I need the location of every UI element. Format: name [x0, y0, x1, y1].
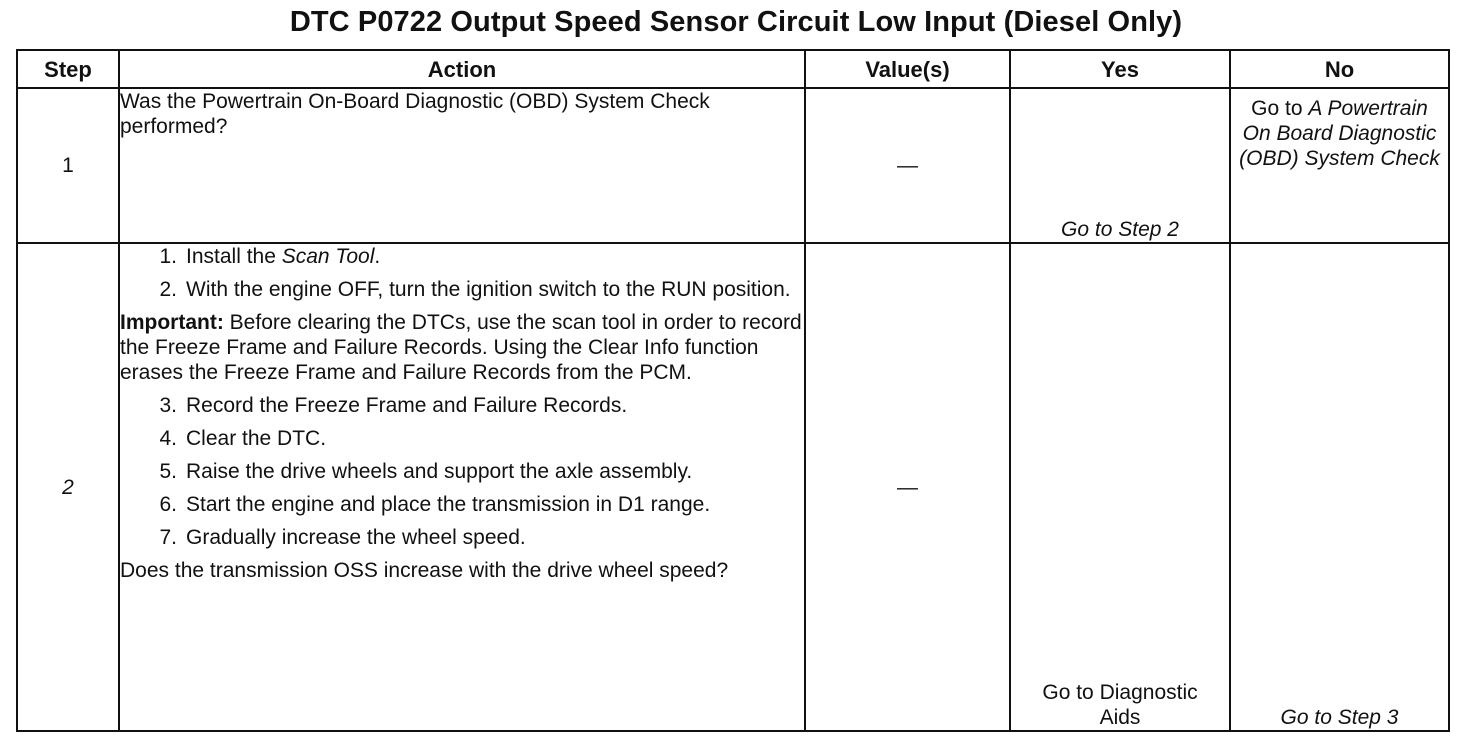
step-number: 2 [17, 243, 119, 731]
no-link-target: A Powertrain On Board Diagnostic (OBD) System Check [1239, 97, 1440, 170]
list-item: 6. Start the engine and place the transmission in D1 range. [159, 493, 711, 516]
table-header-row [17, 50, 1449, 88]
list-item: 4. Clear the DTC. [159, 427, 327, 450]
header-step: Step [17, 50, 119, 88]
list-item: 5. Raise the drive wheels and support the axle assembly. [159, 460, 693, 483]
list-item: 3. Record the Freeze Frame and Failure Records. [159, 394, 628, 417]
yes-link[interactable] [1010, 243, 1230, 731]
important-label: Important: [120, 311, 224, 334]
value-cell: — [805, 88, 1010, 243]
action-text [119, 243, 805, 731]
page-title: DTC P0722 Output Speed Sensor Circuit Low Input (Diesel Only) [289, 6, 1183, 38]
header-no: No [1230, 50, 1449, 88]
no-link-prefix: Go to [1251, 97, 1303, 120]
important-note [120, 310, 804, 385]
yes-link[interactable] [1010, 88, 1230, 243]
procedure-list-b [120, 393, 804, 550]
list-item: 7. Gradually increase the wheel speed. [159, 526, 526, 549]
table-row-step-2 [17, 243, 1449, 731]
list-item: 2. With the engine OFF, turn the ignition switch to the RUN position. [159, 278, 791, 301]
no-link[interactable] [1230, 88, 1449, 243]
scan-tool-term: Scan Tool [281, 245, 375, 268]
yes-link-text: Go to Step 2 [1061, 218, 1179, 241]
header-action: Action [119, 50, 805, 88]
decision-question: Does the transmission OSS increase with the drive wheel speed? [120, 559, 729, 582]
no-link[interactable] [1230, 243, 1449, 731]
list-item: 1. Install the Scan Tool. [159, 245, 381, 268]
step-number: 1 [17, 88, 119, 243]
important-text: Before clearing the DTCs, use the scan tool in order to record the Freeze Frame and Failure Records. Using the Clear Info function erases the Freeze Frame and Failure Records from the PCM. [120, 311, 802, 384]
yes-link-text: Go to Diagnostic Aids [1042, 681, 1198, 729]
table-row-step-1 [17, 88, 1449, 243]
header-values: Value(s) [805, 50, 1010, 88]
no-link-text: Go to Step 3 [1280, 706, 1399, 729]
dtc-table [16, 49, 1450, 732]
header-yes: Yes [1010, 50, 1230, 88]
value-cell: — [805, 243, 1010, 731]
procedure-list-a [120, 244, 804, 302]
action-text: Was the Powertrain On-Board Diagnostic (OBD) System Check performed? [119, 88, 805, 243]
